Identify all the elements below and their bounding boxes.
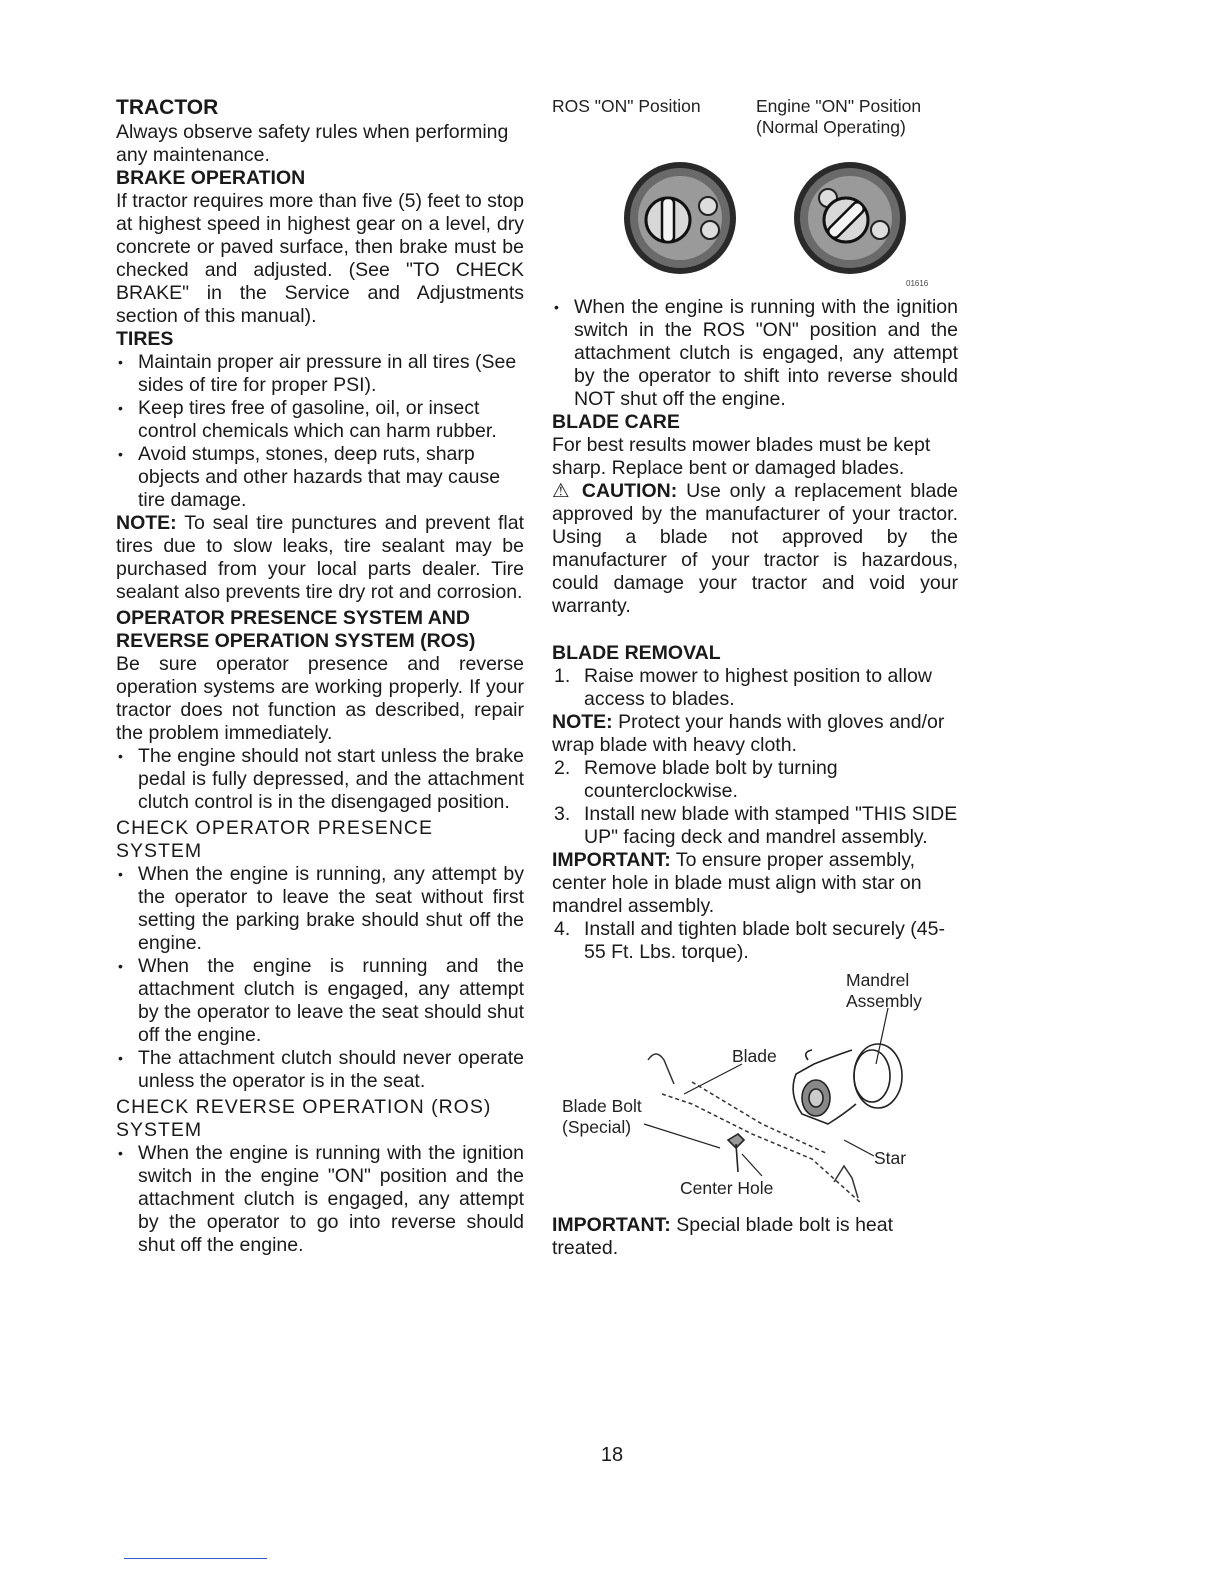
tractor-intro: Always observe safety rules when performing any maintenance. — [116, 121, 509, 166]
note-text: Protect your hands with gloves and/or wrap blade with heavy cloth. — [552, 711, 945, 756]
blade-label: Blade — [732, 1046, 777, 1066]
ops-ros-list — [116, 745, 524, 814]
blade-outline — [648, 1054, 674, 1084]
blade-removal-steps — [552, 665, 958, 711]
blade-removal-steps-continued — [552, 757, 958, 849]
list-item — [552, 757, 958, 803]
blade-assembly-figure — [552, 964, 958, 1214]
important-text: To ensure proper assembly, center hole in blade must align with star on mandrel assembly. — [552, 849, 922, 917]
tires-heading: TIRES — [116, 328, 174, 350]
blade-note — [552, 711, 958, 757]
list-item: • When the engine is running with the ignition switch in the ROS "ON" position and the attachment clutch is engaged, any attempt by the operator to shift into reverse should NOT shut off the engine. — [552, 296, 958, 411]
step-text: Install new blade with stamped "THIS SIDE UP" facing deck and mandrel assembly. — [584, 803, 958, 848]
check-ops-heading: CHECK OPERATOR PRESENCE SYSTEM — [116, 817, 434, 862]
list-item: • Avoid stumps, stones, deep ruts, sharp objects and other hazards that may cause tire damage. — [116, 443, 524, 512]
list-item: • The attachment clutch should never operate unless the operator is in the seat. — [116, 1047, 524, 1093]
brake-operation-text: If tractor requires more than five (5) feet to stop at highest speed in highest gear on a level, dry concrete or paved surface, then brake must be checked and adjusted. (See "TO CHECK BRAKE" in the Service and Adjustments section of this manual). — [116, 190, 524, 327]
blade-care-text: For best results mower blades must be kept sharp. Replace bent or damaged blades. — [552, 434, 931, 479]
blade-removal-heading: BLADE REMOVAL — [552, 642, 721, 664]
list-item: • Keep tires free of gasoline, oil, or insect control chemicals which can harm rubber. — [116, 397, 524, 443]
caution-paragraph — [552, 480, 958, 618]
step-number: 1. — [554, 665, 571, 687]
step-number: 4. — [554, 918, 571, 940]
ros-on-list — [552, 296, 958, 411]
ros-on-caption: ROS "ON" Position — [552, 96, 701, 116]
caution-text: Use only a replacement blade approved by the manufacturer of your tractor. Using a blade not approved by the manufacturer of your tractor is hazardous, could damage your tractor and void your warranty. — [552, 480, 959, 617]
list-item: • Maintain proper air pressure in all tires (See sides of tire for proper PSI). — [116, 351, 524, 397]
tractor-heading: TRACTOR — [116, 96, 219, 119]
step-text: Remove blade bolt by turning counterclockwise. — [584, 757, 838, 802]
list-item: • When the engine is running with the ignition switch in the engine "ON" position and the attachment clutch is engaged, any attempt by the operator to go into reverse should shut off the engine. — [116, 1142, 524, 1257]
left-column — [116, 96, 524, 1257]
ignition-switch-figure — [552, 96, 958, 288]
check-ros-list — [116, 1142, 524, 1257]
figure-code: 01616 — [906, 279, 929, 288]
star-label: Star — [874, 1148, 907, 1168]
footer-rule — [124, 1558, 267, 1559]
blade-care-heading: BLADE CARE — [552, 411, 680, 433]
list-item: • When the engine is running and the attachment clutch is engaged, any attempt by the operator to leave the seat should shut off the engine. — [116, 955, 524, 1047]
tires-note — [116, 512, 524, 604]
ops-ros-heading: OPERATOR PRESENCE SYSTEM AND REVERSE OPERATION SYSTEM (ROS) — [116, 607, 476, 652]
list-item — [552, 665, 958, 711]
caution-label: CAUTION: — [581, 480, 678, 502]
mandrel-assembly-label: Mandrel Assembly — [846, 970, 922, 1011]
important-text: Special blade bolt is heat treated. — [552, 1214, 894, 1259]
note-text: To seal tire punctures and prevent flat tires due to slow leaks, tire sealant may be purchased from your local parts dealer. Tire sealant also prevents tire dry rot and corrosion. — [116, 512, 524, 603]
blade-bolt-label: Blade Bolt (Special) — [562, 1096, 642, 1137]
page-number: 18 — [600, 1444, 624, 1466]
list-item — [552, 918, 958, 964]
blade-removal-steps-final — [552, 918, 958, 964]
step-number: 2. — [554, 757, 571, 779]
warning-icon: ⚠ — [552, 480, 573, 502]
check-ops-list — [116, 863, 524, 1093]
important-alignment — [552, 849, 958, 918]
ros-on-switch-diagram — [618, 154, 742, 278]
note-label: NOTE: — [116, 512, 177, 534]
right-column — [552, 96, 958, 1260]
important-heat-treated — [552, 1214, 958, 1260]
engine-on-switch-diagram — [788, 154, 912, 278]
engine-on-caption: Engine "ON" Position (Normal Operating) — [756, 96, 922, 137]
important-label: IMPORTANT: — [552, 849, 671, 871]
tires-list — [116, 351, 524, 512]
brake-operation-heading: BRAKE OPERATION — [116, 167, 306, 189]
list-item: • The engine should not start unless the brake pedal is fully depressed, and the attachment clutch control is in the disengaged position. — [116, 745, 524, 814]
important-label: IMPORTANT: — [552, 1214, 671, 1236]
check-ros-heading: CHECK REVERSE OPERATION (ROS) SYSTEM — [116, 1096, 492, 1141]
list-item: • When the engine is running, any attempt by the operator to leave the seat without first setting the parking brake should shut off the engine. — [116, 863, 524, 955]
list-item — [552, 803, 958, 849]
step-text: Install and tighten blade bolt securely (45-55 Ft. Lbs. torque). — [584, 918, 945, 963]
center-hole-label: Center Hole — [680, 1178, 774, 1198]
ops-ros-text: Be sure operator presence and reverse operation systems are working properly. If your tractor does not function as described, repair the problem immediately. — [116, 653, 524, 744]
step-text: Raise mower to highest position to allow access to blades. — [584, 665, 932, 710]
step-number: 3. — [554, 803, 571, 825]
note-label: NOTE: — [552, 711, 613, 733]
